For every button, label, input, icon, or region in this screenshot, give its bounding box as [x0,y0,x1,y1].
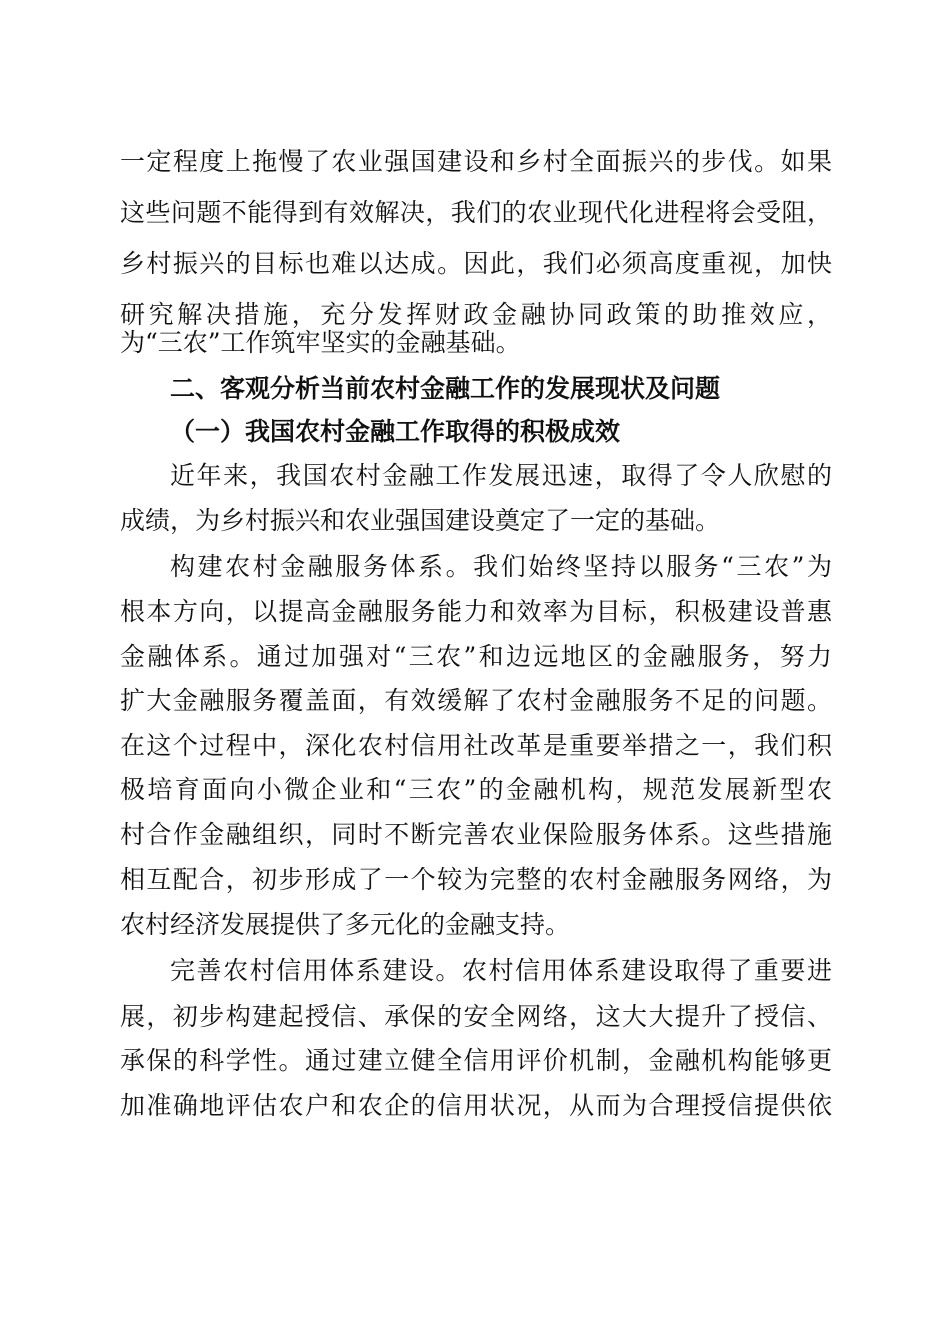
paragraph-line: 扩大金融服务覆盖面，有效缓解了农村金融服务不足的问题。 [120,686,832,715]
paragraph-line: 村合作金融组织，同时不断完善农业保险服务体系。这些措施 [120,820,832,849]
paragraph-line: 极培育面向小微企业和“三农”的金融机构，规范发展新型农 [120,775,832,804]
paragraph-line: 相互配合，初步形成了一个较为完整的农村金融服务网络，为 [120,865,832,894]
paragraph-line: 这些问题不能得到有效解决，我们的农业现代化进程将会受阻， [120,198,832,227]
paragraph-line: 成绩，为乡村振兴和农业强国建设奠定了一定的基础。 [120,506,721,535]
subsection-heading: （一）我国农村金融工作取得的积极成效 [170,417,621,446]
paragraph-line: 近年来，我国农村金融工作发展迅速，取得了令人欣慰的 [170,461,832,490]
paragraph-line: 加准确地评估农户和农企的信用状况，从而为合理授信提供依 [120,1091,832,1120]
paragraph-line: 根本方向，以提高金融服务能力和效率为目标，积极建设普惠 [120,597,832,626]
paragraph-line: 乡村振兴的目标也难以达成。因此，我们必须高度重视，加快 [120,249,832,278]
paragraph-line: 承保的科学性。通过建立健全信用评价机制，金融机构能够更 [120,1046,832,1075]
paragraph-line: 金融体系。通过加强对“三农”和边远地区的金融服务，努力 [120,642,832,671]
paragraph-line: 展，初步构建起授信、承保的安全网络，这大大提升了授信、 [120,1002,832,1031]
section-heading: 二、客观分析当前农村金融工作的发展现状及问题 [170,374,721,403]
paragraph-line: 在这个过程中，深化农村信用社改革是重要举措之一，我们积 [120,731,832,760]
paragraph-line: 农村经济发展提供了多元化的金融支持。 [120,910,571,939]
paragraph-line: 研究解决措施，充分发挥财政金融协同政策的助推效应， [120,300,832,329]
paragraph-line: 完善农村信用体系建设。农村信用体系建设取得了重要进 [170,956,832,985]
paragraph-line: 一定程度上拖慢了农业强国建设和乡村全面振兴的步伐。如果 [120,147,832,176]
paragraph-line: 构建农村金融服务体系。我们始终坚持以服务“三农”为 [170,552,832,581]
paragraph-line: 为“三农”工作筑牢坚实的金融基础。 [120,328,521,357]
